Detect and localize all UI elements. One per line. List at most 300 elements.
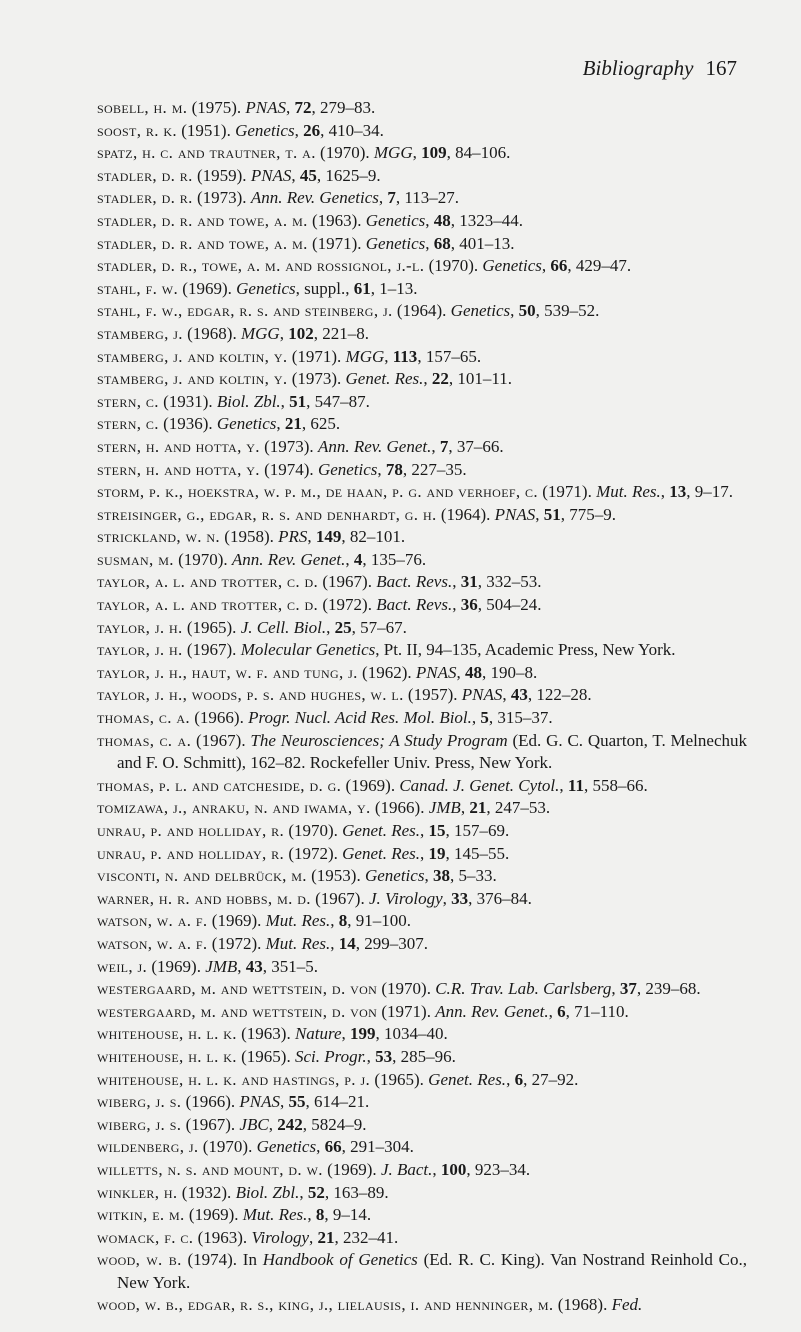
entry-authors: wildenberg, j. [97,1137,199,1157]
entry-authors: strickland, w. n. [97,527,221,547]
entry-authors: spatz, h. c. and trautner, t. a. [97,143,316,163]
entry-journal: J. Bact. [380,1159,433,1179]
entry-authors: taylor, a. l. and trotter, c. d. [97,572,319,592]
entry-journal: Genet. Res. [342,843,421,863]
entry-authors: streisinger, g., edgar, r. s. and denhardt, g. h. [97,504,437,524]
entry-year: (1973). [259,436,318,456]
entry-authors: winkler, h. [97,1182,178,1202]
entry-journal: Genet. Res. [342,821,421,840]
entry-volume: 109 [421,143,447,163]
entry-volume: 43 [245,956,263,976]
bibliography-list [97,97,747,1317]
bib-entry [97,1249,747,1294]
bib-entry: wiberg, j. s. (1967). JBC, 242, 5824–9. [97,1114,367,1134]
entry-authors: westergaard, m. and wettstein, d. von [97,1001,378,1021]
entry-pages: , 84–106. [446,143,511,163]
entry-year: (1972). [284,843,343,863]
entry-year: (1963). [193,1227,252,1247]
bib-entry: spatz, h. c. and trautner, t. a. (1970). MGG, 109, 84–106. [97,143,511,163]
entry-pages: , 558–66. [583,775,648,795]
entry-year: (1971). [377,1001,436,1021]
entry-year: (1969). [184,1205,243,1225]
entry-volume: 7 [439,436,449,456]
entry-year: (1964). [436,504,495,524]
bib-entry: tomizawa, j., anraku, n. and iwama, y. (1966). JMB, 21, 247–53. [97,798,551,818]
entry-journal: J. Cell. Biol. [240,617,327,637]
entry-journal: PNAS [245,98,287,117]
entry-pages: , 113–27. [395,188,460,208]
entry-volume: 45 [299,165,317,185]
entry-authors: womack, f. c. [97,1227,194,1247]
entry-pages: , 775–9. [560,504,617,524]
entry-year: (1963). [307,210,366,230]
entry-year: (1970). [424,256,483,276]
bib-entry: storm, p. k., hoekstra, w. p. m., de haan, p. g. and verhoef, c. (1971). Mut. Res., 13, 9–17. [97,482,734,502]
entry-year: (1969). [341,775,400,795]
bib-entry: winkler, h. (1932). Biol. Zbl., 52, 163–89. [97,1182,389,1202]
entry-volume: 51 [289,391,307,411]
entry-pages: , 376–84. [468,888,532,908]
entry-volume: 51 [543,504,561,524]
entry-volume: 52 [307,1182,325,1202]
running-head: Bibliography [582,56,694,80]
entry-year: (1967). [310,888,369,908]
entry-authors: whitehouse, h. l. k. [97,1046,237,1066]
entry-authors: whitehouse, h. l. k. and hastings, p. j. [97,1069,371,1089]
entry-pages: , 1625–9. [316,165,381,185]
entry-volume: 6 [514,1069,524,1089]
bib-entry: stadler, d. r. and towe, a. m. (1963). Genetics, 48, 1323–44. [97,210,523,230]
entry-pages: , 410–34. [320,120,384,140]
bib-entry: sobell, h. m. (1975). PNAS, 72, 279–83. [97,98,376,117]
bib-entry: whitehouse, h. l. k. (1965). Sci. Progr., 53, 285–96. [97,1046,456,1066]
entry-authors: taylor, j. h. [97,617,183,637]
entry-volume: 6 [557,1001,566,1021]
entry-year: (1965). [182,617,241,637]
entry-year: (1970). [377,979,436,999]
entry-year: (1959). [192,165,251,185]
entry-journal: Ann. Rev. Genet. [317,436,432,456]
entry-authors: stadler, d. r. and towe, a. m. [97,233,308,253]
entry-pages: , 157–65. [417,346,482,366]
entry-pages: , 504–24. [477,595,542,615]
entry-authors: storm, p. k., hoekstra, w. p. m., de haan, p. g. and verhoef, c. [97,482,538,502]
bib-entry: stadler, d. r. and towe, a. m. (1971). Genetics, 68, 401–13. [97,233,515,253]
entry-journal: Bact. Revs. [376,572,453,592]
entry-authors: stern, c. [97,414,159,434]
entry-journal: Molecular Genetics [240,640,376,660]
entry-year: (1932). [177,1182,236,1202]
entry-journal: J. Virology [368,888,443,908]
entry-authors: unrau, p. and holliday, r. [97,843,285,863]
entry-pages: , 351–5. [262,956,319,976]
entry-year: (1970). [315,143,374,163]
entry-authors: wood, w. b., edgar, r. s., king, j., lielausis, i. and henninger, m. [97,1295,554,1315]
entry-year: (1969). [322,1159,381,1179]
bib-entry: stern, h. and hotta, y. (1974). Genetics, 78, 227–35. [97,459,467,479]
entry-pages: , 37–66. [448,436,504,456]
entry-pages: , 122–28. [527,685,592,705]
entry-pages: , 299–307. [355,933,429,953]
entry-journal: Genet. Res. [345,369,424,389]
entry-journal: C.R. Trav. Lab. Carlsberg [435,979,612,999]
entry-authors: stamberg, j. and koltin, y. [97,346,288,366]
entry-authors: taylor, j. h. [97,640,183,660]
entry-authors: taylor, j. h., woods, p. s. and hughes, w. l. [97,685,404,705]
bib-entry: taylor, j. h., woods, p. s. and hughes, w. l. (1957). PNAS, 43, 122–28. [97,685,592,705]
entry-year: (1964). [392,301,451,321]
bib-entry: stamberg, j. and koltin, y. (1973). Genet. Res., 22, 101–11. [97,369,513,389]
entry-year: (1970). [284,821,343,840]
bib-entry: strickland, w. n. (1958). PRS, 149, 82–101. [97,527,406,547]
entry-volume: 72 [294,98,312,117]
entry-pages: , 190–8. [481,662,538,682]
entry-volume: 66 [324,1137,342,1157]
bib-entry: stahl, f. w., edgar, r. s. and steinberg, j. (1964). Genetics, 50, 539–52. [97,301,600,321]
entry-pages: , Pt. II, 94–135, Academic Press, New York. [375,640,676,660]
entry-volume: 5 [480,708,489,728]
entry-journal: Fed. [611,1295,643,1315]
bib-entry: whitehouse, h. l. k. and hastings, p. j. (1965). Genet. Res., 6, 27–92. [97,1069,579,1089]
entry-year: (1972). [318,595,377,615]
entry-pages: , 614–21. [305,1092,370,1112]
entry-journal: JMB [205,956,238,976]
entry-volume: 19 [428,843,446,863]
page-number: 167 [705,56,737,80]
entry-pages: , 291–304. [341,1137,414,1157]
entry-pages: , 221–8. [313,323,369,343]
entry-pages: , 247–53. [486,798,551,818]
bib-entry [97,730,747,775]
entry-volume: 14 [338,933,356,953]
bib-entry: witkin, e. m. (1969). Mut. Res., 8, 9–14. [97,1205,372,1225]
entry-journal: JMB [428,798,461,818]
entry-volume: 13 [669,482,687,502]
entry-year: (1963). [236,1024,295,1044]
entry-journal: Genet. Res. [428,1069,507,1089]
entry-volume: 33 [451,888,469,908]
bib-entry: wildenberg, j. (1970). Genetics, 66, 291–304. [97,1137,414,1157]
entry-journal: Progr. Nucl. Acid Res. Mol. Biol. [248,708,472,728]
entry-year: (1962). [357,662,416,682]
entry-journal: Ann. Rev. Genetics [250,188,379,208]
bib-entry: stadler, d. r. (1959). PNAS, 45, 1625–9. [97,165,381,185]
entry-journal: Genetics [365,210,426,230]
entry-volume: 31 [460,572,478,592]
entry-year: (1951). [177,120,236,140]
entry-volume: 21 [317,1227,335,1247]
entry-volume: 25 [334,617,352,637]
entry-authors: watson, w. a. f. [97,933,208,953]
entry-volume: 66 [550,256,568,276]
bib-entry [97,278,747,301]
entry-journal: Bact. Revs. [376,595,453,615]
entry-journal: Sci. Progr. [294,1046,367,1066]
entry-pages: , 315–37. [488,708,553,728]
entry-journal: The Neurosciences; A Study Program [250,730,508,750]
entry-journal: Genetics [256,1137,317,1157]
entry-journal: Genetics [364,866,425,886]
bib-entry: taylor, j. h. (1965). J. Cell. Biol., 25, 57–67. [97,617,407,637]
entry-pages: , 71–110. [565,1001,629,1021]
entry-journal: Ann. Rev. Genet. [435,1001,549,1021]
entry-journal: Biol. Zbl. [235,1182,300,1202]
entry-authors: witkin, e. m. [97,1205,185,1225]
entry-year: (1969). [207,911,266,931]
entry-journal: Genetics [235,120,295,140]
entry-pages: , 91–100. [347,911,412,931]
bib-entry: taylor, j. h., haut, w. f. and tung, j. (1962). PNAS, 48, 190–8. [97,662,538,682]
entry-volume: 38 [432,866,450,886]
entry-pages: , 227–35. [402,459,467,479]
entry-volume: 113 [392,346,418,366]
entry-volume: 7 [387,188,396,208]
bib-entry: wiberg, j. s. (1966). PNAS, 55, 614–21. [97,1092,370,1112]
bib-entry: stadler, d. r. (1973). Ann. Rev. Genetics, 7, 113–27. [97,188,460,208]
entry-authors: stadler, d. r., towe, a. m. and rossignol, j.-l. [97,256,425,276]
entry-volume: 15 [428,821,446,840]
entry-volume: 36 [460,595,478,615]
entry-pages: , 625. [301,414,341,434]
entry-year: (1966). [190,708,249,728]
entry-journal: PRS [278,527,308,547]
bib-entry: susman, m. (1970). Ann. Rev. Genet., 4, 135–76. [97,549,427,569]
entry-pages: , 163–89. [324,1182,389,1202]
entry-volume: 78 [385,459,403,479]
entry-year: (1967). [318,572,377,592]
bib-entry: unrau, p. and holliday, r. (1972). Genet. Res., 19, 145–55. [97,843,510,863]
bib-entry: willetts, n. s. and mount, d. w. (1969). J. Bact., 100, 923–34. [97,1159,531,1179]
entry-pages: , 232–41. [334,1227,399,1247]
entry-year: (1969). [147,956,206,976]
entry-volume: 21 [284,414,302,434]
entry-authors: sobell, h. m. [97,98,188,117]
bib-entry: streisinger, g., edgar, r. s. and denhardt, g. h. (1964). PNAS, 51, 775–9. [97,504,617,524]
entry-pages: (Ed. R. C. King). Van Nostrand Reinhold Co., New York. [117,1250,747,1292]
entry-volume: 48 [433,210,451,230]
entry-authors: willetts, n. s. and mount, d. w. [97,1159,323,1179]
entry-pages: , 157–69. [445,821,510,840]
entry-pages: , 9–14. [324,1205,372,1225]
bib-entry: thomas, c. a. (1966). Progr. Nucl. Acid Res. Mol. Biol., 5, 315–37. [97,708,553,728]
entry-year: (1967). [182,640,241,660]
entry-pages: , 547–87. [306,391,370,411]
entry-journal: PNAS [461,685,503,705]
bib-entry: stadler, d. r., towe, a. m. and rossignol, j.-l. (1970). Genetics, 66, 429–47. [97,256,632,276]
entry-authors: wiberg, j. s. [97,1092,182,1112]
entry-authors: wiberg, j. s. [97,1114,182,1134]
entry-volume: 55 [288,1092,306,1112]
entry-volume: 199 [350,1024,376,1044]
entry-volume: 242 [277,1114,303,1134]
entry-supplement: , suppl., [295,278,354,298]
entry-authors: stamberg, j. and koltin, y. [97,369,288,389]
entry-journal: Genetics [216,414,277,434]
page-header [583,56,737,81]
entry-journal: JBC [239,1114,269,1134]
entry-year: (1970). [173,549,232,569]
entry-authors: thomas, c. a. [97,730,192,750]
entry-journal: Mut. Res. [596,482,661,502]
entry-journal: Genetics [365,233,426,253]
entry-pages: , 5824–9. [302,1114,367,1134]
entry-volume: 50 [518,301,536,321]
bib-entry: warner, h. r. and hobbs, m. d. (1967). J. Virology, 33, 376–84. [97,888,532,908]
entry-volume: 100 [440,1159,467,1179]
entry-authors: stadler, d. r. [97,165,193,185]
entry-authors: stadler, d. r. [97,188,193,208]
entry-year: (1965). [370,1069,429,1089]
entry-pages: , 279–83. [311,98,376,117]
entry-pages: (Ed. G. C. Quarton, T. Melnechuk and F. O. Schmitt), 162–82. Rockefeller Univ. Press, New York. [117,730,747,773]
bib-entry: weil, j. (1969). JMB, 43, 351–5. [97,956,319,976]
entry-journal: Virology [251,1227,310,1247]
entry-journal: Genetics [450,301,511,321]
entry-year: (1971). [538,482,597,502]
entry-journal: Mut. Res. [265,911,331,931]
bib-entry: womack, f. c. (1963). Virology, 21, 232–41. [97,1227,399,1247]
entry-journal: Mut. Res. [242,1205,308,1225]
bib-entry: watson, w. a. f. (1969). Mut. Res., 8, 91–100. [97,911,412,931]
entry-journal: Genetics [482,256,542,276]
bib-entry: whitehouse, h. l. k. (1963). Nature, 199, 1034–40. [97,1024,448,1044]
entry-volume: 149 [315,527,342,547]
entry-authors: visconti, n. and delbrück, m. [97,866,307,886]
entry-pages: , 9–17. [686,482,734,502]
entry-year: (1974). [259,459,318,479]
bib-entry: westergaard, m. and wettstein, d. von (1971). Ann. Rev. Genet., 6, 71–110. [97,1001,629,1021]
entry-volume: 22 [431,369,449,389]
entry-journal: Handbook of Genetics [262,1250,418,1270]
entry-pages: , 5–33. [449,866,497,886]
entry-volume: 4 [353,549,363,569]
entry-year: (1966). [181,1092,240,1112]
entry-year: (1967). [191,730,251,750]
bib-entry [97,639,747,662]
bib-entry: thomas, p. l. and catcheside, d. g. (1969). Canad. J. Genet. Cytol., 11, 558–66. [97,775,648,795]
entry-pages: , 401–13. [450,233,515,253]
entry-journal: Mut. Res. [265,933,331,953]
entry-year: (1968). [553,1295,612,1315]
entry-year: (1958). [220,527,279,547]
entry-pages: , 1–13. [370,278,418,298]
bib-entry: stamberg, j. and koltin, y. (1971). MGG, 113, 157–65. [97,346,482,366]
bib-entry: stamberg, j. (1968). MGG, 102, 221–8. [97,323,369,343]
entry-pages: , 239–68. [636,979,701,999]
entry-authors: soost, r. k. [97,120,178,140]
entry-authors: watson, w. a. f. [97,911,208,931]
bib-entry: stern, c. (1931). Biol. Zbl., 51, 547–87. [97,391,370,411]
entry-journal: PNAS [239,1092,281,1112]
entry-year: (1936). [158,414,217,434]
entry-journal: PNAS [494,504,536,524]
entry-year: (1969). [178,278,237,298]
entry-volume: 102 [288,323,314,343]
entry-authors: whitehouse, h. l. k. [97,1024,237,1044]
entry-pages: , 332–53. [477,572,542,592]
entry-authors: tomizawa, j., anraku, n. and iwama, y. [97,798,371,818]
entry-year: (1973). [287,369,346,389]
entry-volume: 43 [510,685,528,705]
entry-journal: Biol. Zbl. [216,391,281,411]
entry-pages: , 135–76. [362,549,427,569]
entry-year: (1968). [182,323,241,343]
entry-year: (1931). [158,391,217,411]
bib-entry: westergaard, m. and wettstein, d. von (1970). C.R. Trav. Lab. Carlsberg, 37, 239–68. [97,979,701,999]
entry-year: (1971). [287,346,346,366]
entry-year: (1967). [181,1114,240,1134]
bib-entry: soost, r. k. (1951). Genetics, 26, 410–34. [97,120,384,140]
entry-volume: 53 [375,1046,393,1066]
entry-journal: Ann. Rev. Genet. [231,549,346,569]
entry-year: (1953). [306,866,365,886]
entry-pages: , 101–11. [448,369,513,389]
entry-pages: , 27–92. [523,1069,579,1089]
entry-journal: Nature [294,1024,342,1044]
entry-volume: 8 [315,1205,325,1225]
bib-entry: stern, c. (1936). Genetics, 21, 625. [97,414,341,434]
entry-volume: 48 [464,662,482,682]
bib-entry: unrau, p. and holliday, r. (1970). Genet. Res., 15, 157–69. [97,821,510,840]
entry-authors: wood, w. b. [97,1250,182,1270]
entry-volume: 26 [303,120,321,140]
entry-journal: MGG [240,323,280,343]
entry-authors: stahl, f. w., edgar, r. s. and steinberg, j. [97,301,393,321]
entry-year: (1966). [370,798,429,818]
bib-entry: taylor, a. l. and trotter, c. d. (1967). Bact. Revs., 31, 332–53. [97,572,542,592]
entry-authors: stern, c. [97,391,159,411]
entry-year: (1970). [198,1137,257,1157]
bib-entry [97,1294,747,1317]
entry-authors: stern, h. and hotta, y. [97,459,260,479]
entry-pages: , 1323–44. [450,210,523,230]
entry-authors: stamberg, j. [97,323,183,343]
entry-authors: thomas, c. a. [97,708,191,728]
entry-year: (1973). [192,188,251,208]
entry-journal: PNAS [415,662,457,682]
entry-authors: susman, m. [97,549,174,569]
entry-authors: stern, h. and hotta, y. [97,436,260,456]
entry-volume: 37 [619,979,637,999]
entry-authors: unrau, p. and holliday, r. [97,821,285,840]
entry-year: (1975). [187,98,246,117]
entry-year: (1972). [207,933,266,953]
entry-pages: , 82–101. [341,527,406,547]
entry-pages: , 1034–40. [375,1024,448,1044]
bib-entry: taylor, a. l. and trotter, c. d. (1972). Bact. Revs., 36, 504–24. [97,595,542,615]
entry-pages: , 57–67. [351,617,407,637]
entry-volume: 61 [353,278,371,298]
entry-authors: thomas, p. l. and catcheside, d. g. [97,775,342,795]
entry-pages: , 429–47. [567,256,632,276]
entry-year: (1974). In [181,1250,263,1270]
entry-journal: Genetics [236,278,296,298]
entry-volume: 21 [469,798,487,818]
bib-entry: stern, h. and hotta, y. (1973). Ann. Rev. Genet., 7, 37–66. [97,436,504,456]
entry-authors: weil, j. [97,956,148,976]
entry-authors: westergaard, m. and wettstein, d. von [97,979,378,999]
entry-year: (1965). [236,1046,295,1066]
entry-year: (1957). [403,685,462,705]
entry-journal: Genetics [317,459,378,479]
entry-authors: stahl, f. w. [97,278,179,298]
entry-volume: 11 [567,775,584,795]
entry-journal: MGG [373,143,413,163]
entry-volume: 68 [433,233,451,253]
entry-year: (1971). [307,233,366,253]
entry-journal: Canad. J. Genet. Cytol. [399,775,560,795]
entry-journal: PNAS [250,165,292,185]
